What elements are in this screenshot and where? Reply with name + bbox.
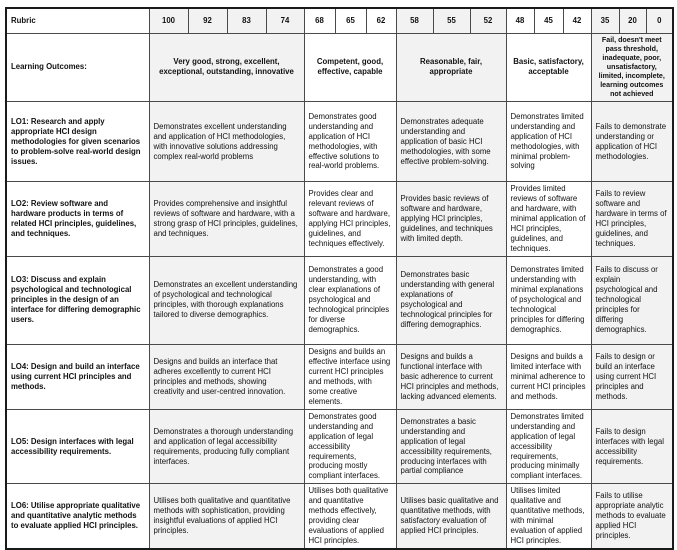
- criterion-cell: Demonstrates good understanding and application of legal accessibility requirements, producing mostly compliant interfaces.: [304, 409, 396, 484]
- criterion-cell: Provides clear and relevant reviews of software and hardware, applying HCI principles, guidelines, and techniques effectively.: [304, 182, 396, 257]
- score-cell: 74: [266, 8, 304, 33]
- criterion-cell: Designs and builds an interface that adheres excellently to current HCI principles and methods, showing creativity and user-centred innovation.: [149, 344, 304, 409]
- criterion-cell: Demonstrates basic understanding with general explanations of psychological and technological principles for differing demographics.: [396, 256, 506, 344]
- criterion-cell: Designs and builds a limited interface with minimal adherence to current HCI principles and methods.: [506, 344, 591, 409]
- outcome-label: LO3: Discuss and explain psychological and technological principles in the design of an interface for differing demographic users.: [6, 256, 149, 344]
- score-cell: 35: [591, 8, 619, 33]
- criterion-cell: Provides comprehensive and insightful reviews of software and hardware, with a strong grasp of HCI principles, guidelines, and techniques.: [149, 182, 304, 257]
- criterion-cell: Demonstrates a basic understanding and application of legal accessibility requirements, producing interfaces with partial compliance: [396, 409, 506, 484]
- criterion-cell: Demonstrates an excellent understanding of psychological and technological principles, with thorough explanations tailored to diverse demographics.: [149, 256, 304, 344]
- criterion-cell: Demonstrates limited understanding and application of HCI methodologies, with minimal problem-solving: [506, 102, 591, 182]
- criterion-cell: Fails to design interfaces with legal accessibility requirements.: [591, 409, 673, 484]
- criterion-cell: Fails to demonstrate understanding or application of HCI methodologies.: [591, 102, 673, 182]
- score-cell: 68: [304, 8, 335, 33]
- score-cell: 65: [335, 8, 366, 33]
- outcome-label: LO6: Utilise appropriate qualitative and quantitative analytic methods to evaluate applied HCI principles.: [6, 484, 149, 549]
- criterion-cell: Fails to design or build an interface using current HCI principles and methods.: [591, 344, 673, 409]
- score-cell: 92: [188, 8, 227, 33]
- outcome-label: LO5: Design interfaces with legal accessibility requirements.: [6, 409, 149, 484]
- criterion-cell: Fails to review software and hardware in terms of HCI principles, guidelines, and techniques.: [591, 182, 673, 257]
- criterion-cell: Demonstrates a thorough understanding and application of legal accessibility requirements, producing fully compliant interfaces.: [149, 409, 304, 484]
- criterion-cell: Fails to utilise appropriate analytic methods to evaluate applied HCI principles.: [591, 484, 673, 549]
- score-cell: 45: [534, 8, 563, 33]
- rubric-row-lo5: [6, 409, 673, 484]
- score-cell: 83: [227, 8, 266, 33]
- band-label-basic: Basic, satisfactory, acceptable: [506, 33, 591, 102]
- rubric-row-lo3: [6, 256, 673, 344]
- criterion-cell: Provides basic reviews of software and hardware, applying HCI principles, guidelines, and techniques with limited depth.: [396, 182, 506, 257]
- outcome-label: LO4: Design and build an interface using current HCI principles and methods.: [6, 344, 149, 409]
- criterion-cell: Demonstrates a good understanding, with clear explanations of psychological and technological principles for diverse demographics.: [304, 256, 396, 344]
- band-header-row: [6, 33, 673, 102]
- score-header-row: [6, 8, 673, 33]
- rubric-row-lo2: [6, 182, 673, 257]
- criterion-cell: Demonstrates limited understanding with minimal explanations of psychological and technological principles for differing demographics.: [506, 256, 591, 344]
- band-label-reasonable: Reasonable, fair, appropriate: [396, 33, 506, 102]
- criterion-cell: Demonstrates good understanding and application of HCI methodologies, with effective solutions to real-world problems.: [304, 102, 396, 182]
- criterion-cell: Utilises both qualitative and quantitative methods effectively, providing clear evaluations of applied HCI principles.: [304, 484, 396, 549]
- score-cell: 20: [619, 8, 646, 33]
- score-cell: 52: [470, 8, 506, 33]
- band-label-fail: Fail, doesn't meet pass threshold, inadequate, poor, unsatisfactory, limited, incomplete, learning outcomes not achieved: [591, 33, 673, 102]
- score-cell: 58: [396, 8, 433, 33]
- score-cell: 42: [563, 8, 591, 33]
- criterion-cell: Provides limited reviews of software and hardware, with minimal application of HCI principles, guidelines, and techniques.: [506, 182, 591, 257]
- criterion-cell: Demonstrates excellent understanding and application of HCI methodologies, with innovative solutions addressing complex real-world problems: [149, 102, 304, 182]
- score-cell: 62: [366, 8, 396, 33]
- criterion-cell: Demonstrates limited understanding and application of legal accessibility requirements, producing minimally compliant interfaces.: [506, 409, 591, 484]
- criterion-cell: Designs and builds an effective interface using current HCI principles and methods, with some creative elements.: [304, 344, 396, 409]
- band-label-competent: Competent, good, effective, capable: [304, 33, 396, 102]
- score-cell: 100: [149, 8, 188, 33]
- band-label-very-good: Very good, strong, excellent, exceptional, outstanding, innovative: [149, 33, 304, 102]
- criterion-cell: Designs and builds a functional interface with basic adherence to current HCI principles and methods, lacking advanced elements.: [396, 344, 506, 409]
- score-cell: 0: [646, 8, 673, 33]
- criterion-cell: Fails to discuss or explain psychological and technological principles for differing demographics.: [591, 256, 673, 344]
- score-cell: 48: [506, 8, 534, 33]
- criterion-cell: Utilises limited qualitative and quantitative methods, with minimal evaluation of applied HCI principles.: [506, 484, 591, 549]
- outcome-label: LO1: Research and apply appropriate HCI design methodologies for given scenarios to problem-solve real-world design issues.: [6, 102, 149, 182]
- rubric-row-lo6: [6, 484, 673, 549]
- rubric-row-lo4: [6, 344, 673, 409]
- score-cell: 55: [433, 8, 470, 33]
- criterion-cell: Demonstrates adequate understanding and application of basic HCI methodologies, with some effective problem-solving.: [396, 102, 506, 182]
- criterion-cell: Utilises both qualitative and quantitative methods with sophistication, providing insightful evaluations of applied HCI principles.: [149, 484, 304, 549]
- criterion-cell: Utilises basic qualitative and quantitative methods, with satisfactory evaluation of applied HCI principles.: [396, 484, 506, 549]
- rubric-label: Rubric: [6, 8, 149, 33]
- outcome-label: LO2: Review software and hardware products in terms of related HCI principles, guidelines, and techniques.: [6, 182, 149, 257]
- rubric-row-lo1: [6, 102, 673, 182]
- rubric-table: [5, 7, 674, 550]
- learning-outcomes-label: Learning Outcomes:: [6, 33, 149, 102]
